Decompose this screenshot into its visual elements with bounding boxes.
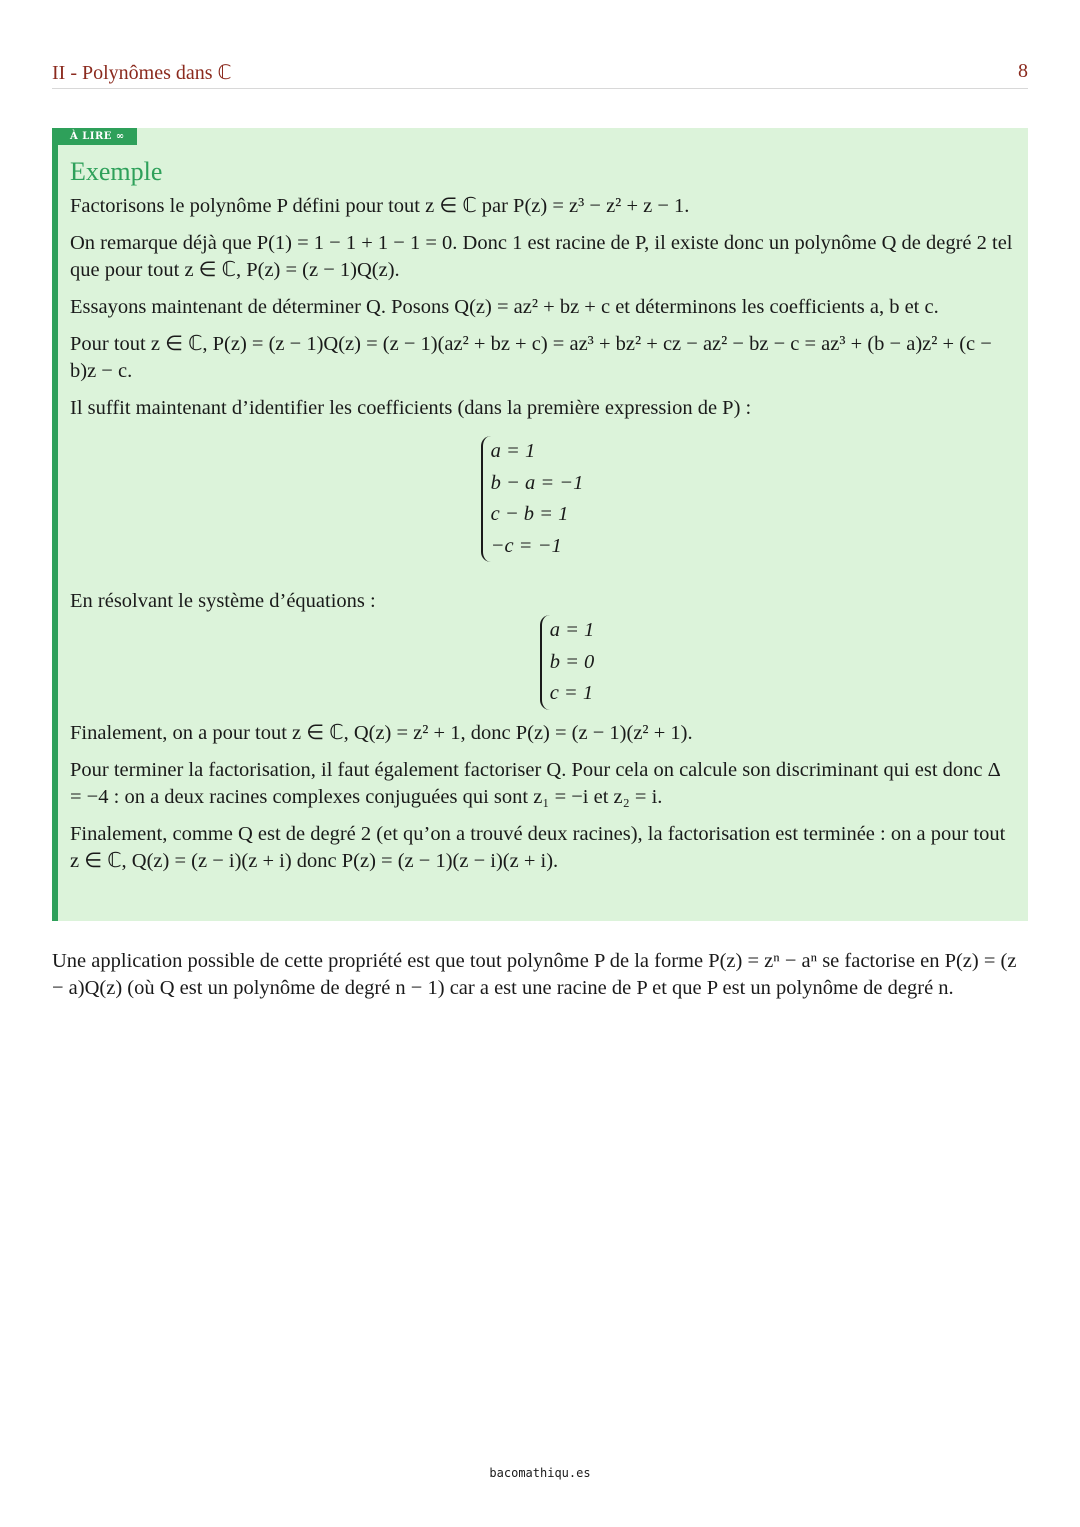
paragraph: Factorisons le polynôme P défini pour tout z ∈ ℂ par P(z) = z³ − z² + z − 1. [70,195,690,217]
equation: b − a = −1 [490,471,584,494]
equation-system-1 [70,436,1014,562]
equation: c = 1 [549,682,594,704]
paragraph: On remarque déjà que P(1) = 1 − 1 + 1 − 1 = 0. Donc 1 est racine de P, il existe donc un polynôme Q de degré 2 tel que pour tout z ∈ ℂ, P(z) = (z − 1)Q(z). [70,232,1013,281]
page-number: 8 [1018,60,1028,82]
equation: a = 1 [490,440,536,462]
section-title: II - Polynômes dans ℂ [52,62,232,84]
equation: −c = −1 [490,534,562,557]
read-badge: À LIRE ∞ [52,128,137,145]
paragraph: Finalement, comme Q est de degré 2 (et qu’on a trouvé deux racines), la factorisation est terminée : on a pour tout z ∈ ℂ, Q(z) = (z − i)(z + i) donc P(z) = (z − 1)(z − i)(z + i). [70,822,1006,872]
equation: a = 1 [549,619,595,641]
paragraph: Finalement, on a pour tout z ∈ ℂ, Q(z) = z² + 1, donc P(z) = (z − 1)(z² + 1). [70,721,693,744]
page-header [52,60,1028,89]
footer-link[interactable]: bacomathiqu.es [489,1466,591,1480]
equation: b = 0 [549,650,595,673]
paragraph: Il suffit maintenant d’identifier les coefficients (dans la première expression de P) : [70,397,752,419]
body-paragraph: Une application possible de cette propriété est que tout polynôme P de la forme P(z) = zⁿ − aⁿ se factorise en P(z) = (z − a)Q(z) (où Q est un polynôme de degré n − 1) car a est une racine de P et que P est un polynôme de degré n. [52,950,1017,999]
paragraph: Pour terminer la factorisation, il faut également factoriser Q. Pour cela on calcule son discriminant qui est donc Δ = −4 : on a deux racines complexes conjuguées qui sont z₁ = −i et z₂ = i. [70,758,1000,808]
example-box [52,128,1028,921]
example-title: Exemple [70,157,163,186]
equation-system-2 [70,615,1014,710]
paragraph: Pour tout z ∈ ℂ, P(z) = (z − 1)Q(z) = (z − 1)(az² + bz + c) = az³ + bz² + cz − az² − bz − c = az³ + (b − a)z² + (c − b)z − c. [70,333,992,382]
paragraph: En résolvant le système d’équations : [70,590,376,612]
paragraph: Essayons maintenant de déterminer Q. Posons Q(z) = az² + bz + c et déterminons les coefficients a, b et c. [70,296,939,318]
equation: c − b = 1 [490,503,569,525]
